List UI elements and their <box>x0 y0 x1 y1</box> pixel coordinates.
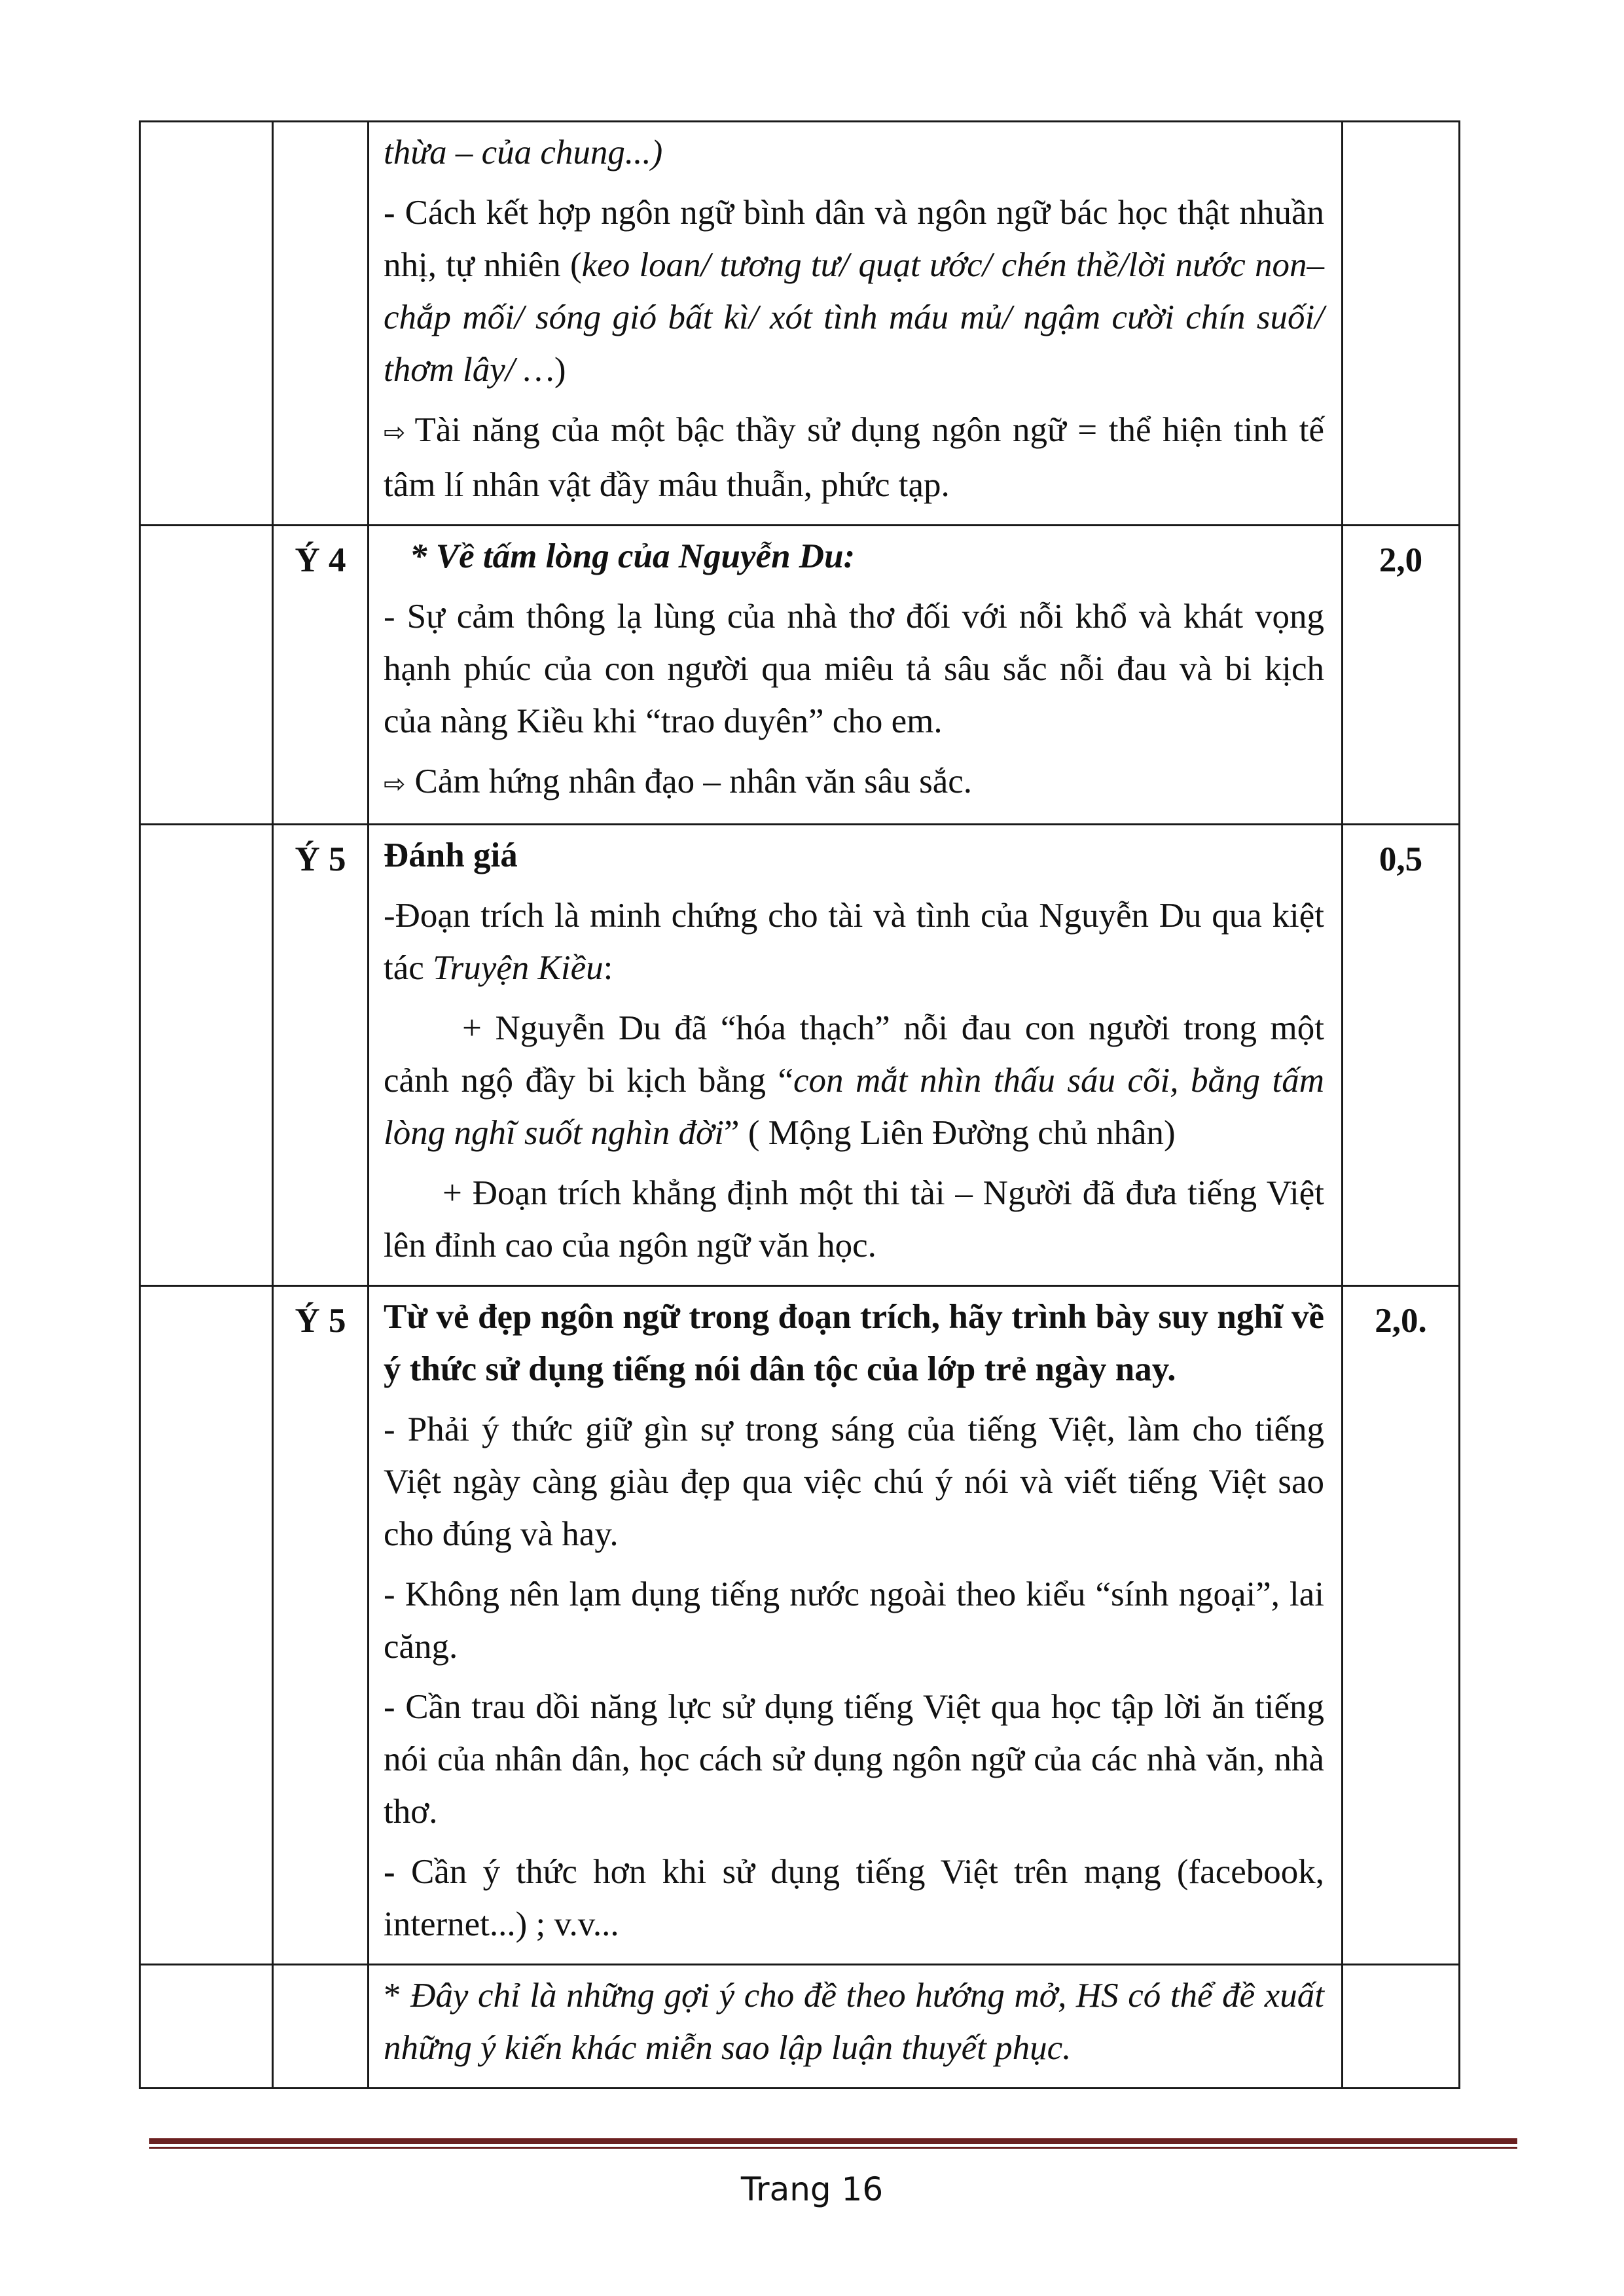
empty-cell <box>140 1286 273 1965</box>
empty-cell <box>1343 122 1460 526</box>
item-label: Ý 4 <box>273 526 369 825</box>
paragraph: - Cần ý thức hơn khi sử dụng tiếng Việt trên mạng (facebook, internet...) ; v.v... <box>384 1853 1324 1943</box>
empty-cell <box>273 1965 369 2089</box>
conclusion-paragraph: ⇨ Tài năng của một bậc thầy sử dụng ngôn ngữ = thể hiện tinh tế tâm lí nhân vật đầy mâu thuẫn, phức tạp. <box>384 404 1324 511</box>
empty-cell <box>140 122 273 526</box>
content-cell <box>369 526 1343 825</box>
paragraph: - Sự cảm thông lạ lùng của nhà thơ đối với nỗi khổ và khát vọng hạnh phúc của con người qua miêu tả sâu sắc nỗi đau và bi kịch của nàng Kiều khi “trao duyên” cho em. <box>384 598 1324 740</box>
empty-cell <box>273 122 369 526</box>
paragraph: -Đoạn trích là minh chứng cho tài và tình của Nguyễn Du qua kiệt tác Truyện Kiều: <box>384 897 1324 987</box>
content-cell <box>369 122 1343 526</box>
table-row <box>140 1286 1460 1965</box>
paragraph: - Cách kết hợp ngôn ngữ bình dân và ngôn ngữ bác học thật nhuần nhị, tự nhiên (keo loan/ tương tư/ quạt ước/ chén thề/lời nước non– chắp mối/ sóng gió bất kì/ xót tình máu mủ/ ngậm cười chín suối/ thơm lây/ …) <box>384 194 1324 389</box>
footer-rule-thin <box>149 2147 1517 2149</box>
paragraph: - Phải ý thức giữ gìn sự trong sáng của tiếng Việt, làm cho tiếng Việt ngày càng giàu đẹp qua việc chú ý nói và viết tiếng Việt sao cho đúng và hay. <box>384 1410 1324 1553</box>
score-cell: 2,0 <box>1343 526 1460 825</box>
footer-rule <box>149 2138 1517 2144</box>
arrow-right-icon: ⇨ <box>384 769 406 799</box>
section-heading: Từ vẻ đẹp ngôn ngữ trong đoạn trích, hãy trình bày suy nghĩ về ý thức sử dụng tiếng nói dân tộc của lớp trẻ ngày nay. <box>384 1298 1324 1388</box>
table-row <box>140 1965 1460 2089</box>
conclusion-paragraph: ⇨ Cảm hứng nhân đạo – nhân văn sâu sắc. <box>384 755 1324 810</box>
continuation-line: thừa – của chung...) <box>384 134 663 171</box>
paragraph: - Cần trau dồi năng lực sử dụng tiếng Việt qua học tập lời ăn tiếng nói của nhân dân, học cách sử dụng ngôn ngữ của các nhà văn, nhà thơ. <box>384 1688 1324 1831</box>
empty-cell <box>140 825 273 1286</box>
score-cell: 0,5 <box>1343 825 1460 1286</box>
empty-cell <box>1343 1965 1460 2089</box>
section-heading: Đánh giá <box>384 836 518 874</box>
paragraph: + Đoạn trích khẳng định một thi tài – Người đã đưa tiếng Việt lên đỉnh cao của ngôn ngữ văn học. <box>384 1174 1324 1265</box>
grading-table <box>139 120 1460 2089</box>
paragraph: + Nguyễn Du đã “hóa thạch” nỗi đau con người trong một cảnh ngộ đầy bi kịch bằng “con mắt nhìn thấu sáu cõi, bằng tấm lòng nghĩ suốt nghìn đời” ( Mộng Liên Đường chủ nhân) <box>384 1009 1324 1152</box>
table-row <box>140 825 1460 1286</box>
item-label: Ý 5 <box>273 1286 369 1965</box>
content-cell <box>369 1286 1343 1965</box>
content-cell <box>369 825 1343 1286</box>
section-heading: * Về tấm lòng của Nguyễn Du: <box>410 537 856 575</box>
table-row <box>140 526 1460 825</box>
content-cell <box>369 1965 1343 2089</box>
note-paragraph: * Đây chỉ là những gợi ý cho đề theo hướng mở, HS có thể đề xuất những ý kiến khác miễn sao lập luận thuyết phục. <box>384 1977 1324 2067</box>
score-cell: 2,0. <box>1343 1286 1460 1965</box>
page-number: Trang 16 <box>740 2170 884 2208</box>
empty-cell <box>140 526 273 825</box>
empty-cell <box>140 1965 273 2089</box>
table-row <box>140 122 1460 526</box>
arrow-right-icon: ⇨ <box>384 418 406 448</box>
paragraph: - Không nên lạm dụng tiếng nước ngoài theo kiểu “sính ngoại”, lai căng. <box>384 1575 1324 1666</box>
item-label: Ý 5 <box>273 825 369 1286</box>
